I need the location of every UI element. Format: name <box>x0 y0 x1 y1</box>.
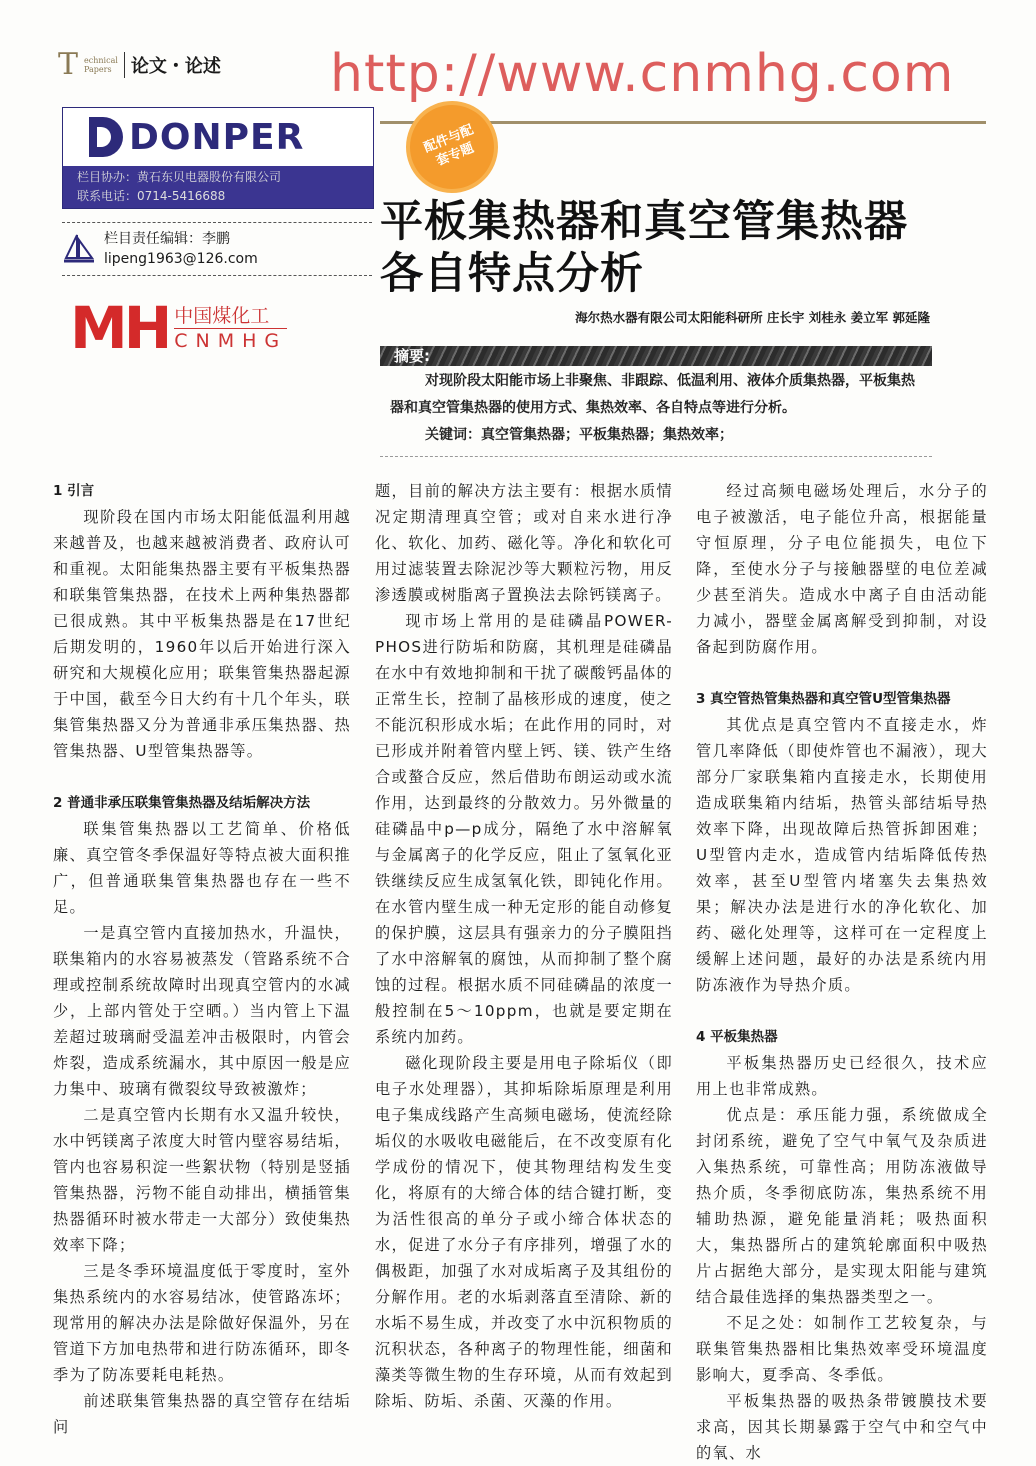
column-2 <box>375 478 673 1414</box>
authors: 海尔热水器有限公司太阳能科研所 庄长宇 刘桂永 姜立军 郭延隆 <box>575 310 930 325</box>
topic-badge <box>397 92 506 201</box>
journal-logo-small <box>84 56 118 74</box>
paragraph: 其优点是真空管内不直接走水，炸管几率降低（即使炸管也不漏液），现大部分厂家联集箱内直接走水，长期使用造成联集箱内结垢，热管头部结垢导热效率下降，出现故障后热管拆卸困难；U型管内走水，造成管内结垢降低传热效率，甚至U型管内堵塞失去集热效果；解决办法是进行水的净化软化、加药、磁化处理等，这样可在一定程度上缓解上述问题，最好的办法是系统内用防冻液作为导热介质。 <box>696 716 988 994</box>
keywords: 关键词：真空管集热器；平板集热器；集热效率； <box>425 427 733 443</box>
paragraph: 优点是：承压能力强，系统做成全封闭系统，避免了空气中氧气及杂质进入集热系统，可靠性高；用防冻液做导热介质，冬季彻底防冻，集热系统不用辅助热源，避免能量消耗；吸热面积大，集热器所占的建筑轮廓面积中吸热片占据绝大部分，是实现太阳能与建筑结合最佳选择的集热器类型之一。 <box>696 1106 988 1306</box>
sponsor-info <box>63 166 373 208</box>
logo-small-1: echnical <box>84 56 118 65</box>
paragraph: 题，目前的解决方法主要有：根据水质情况定期清理真空管；或对自来水进行净化、软化、加药、磁化等。净化和软化可用过滤装置去除泥沙等大颗粒污物，用反渗透膜或树脂离子置换法去除钙镁离子。 <box>375 482 673 604</box>
column-3 <box>696 478 988 1466</box>
paragraph: 二是真空管内长期有水又温升较快，水中钙镁离子浓度大时管内壁容易结垢，管内也容易积淀一些絮状物（特别是竖插管集热器，污物不能自动排出，横插管集热器循环时被水带走一大部分）致使集热效率下降； <box>53 1106 351 1254</box>
title-line-1: 平板集热器和真空管集热器 <box>380 197 908 247</box>
cnmhg-cn: 中国煤化工 <box>174 304 287 329</box>
cnmhg-en: CNMHG <box>174 329 288 352</box>
column-1 <box>53 478 351 1440</box>
paragraph: 三是冬季环境温度低于零度时，室外集热系统内的水容易结冰，使管路冻坏；现常用的解决办法是除做好保温外，另在管道下方加电热带和进行防冻循环，即冬季为了防冻要耗电耗热。 <box>53 1262 351 1384</box>
cnmhg-watermark-logo <box>70 294 288 362</box>
paragraph: 不足之处：如制作工艺较复杂，与联集管集热器相比集热效率受环境温度影响大，夏季高、冬季低。 <box>696 1314 988 1384</box>
paragraph: 前述联集管集热器的真空管存在结垢问 <box>53 1392 351 1436</box>
editor-name: 栏目责任编辑：李鹏 <box>104 231 230 247</box>
cnmhg-mark: MH <box>70 294 169 362</box>
donper-d-icon <box>89 117 123 157</box>
paragraph: 平板集热器的吸热条带镀膜技术要求高，因其长期暴露于空气中和空气中的氧、水 <box>696 1392 988 1462</box>
paragraph: 现阶段在国内市场太阳能低温利用越来越普及，也越来越被消费者、政府认可和重视。太阳能集热器主要有平板集热器和联集管集热器，在技术上两种集热器都已很成熟。其中平板集热器是在17世纪后期发明的，1960年以后开始进行深入研究和大规模化应用；联集管集热器起源于中国，截至今日大约有十几个年头，联集管集热器又分为普通非承压集热器、热管集热器、U型管集热器等。 <box>53 508 351 760</box>
sailboat-icon <box>62 232 96 266</box>
editor-box <box>62 222 372 276</box>
section-label: 论文・论述 <box>124 52 221 78</box>
paragraph: 平板集热器历史已经很久，技术应用上也非常成熟。 <box>696 1054 988 1098</box>
article-title <box>380 196 908 300</box>
section-heading: 3 真空管热管集热器和真空管U型管集热器 <box>696 691 951 707</box>
abstract-divider <box>380 456 932 457</box>
logo-small-2: Papers <box>84 65 112 74</box>
journal-header <box>58 47 221 82</box>
sponsor-phone: 联系电话：0714-5416688 <box>77 189 226 203</box>
abstract <box>390 368 925 449</box>
paragraph: 磁化现阶段主要是用电子除垢仪（即电子水处理器），其抑垢除垢原理是利用电子集成线路产生高频电磁场，使流经除垢仪的水吸收电磁能后，在不改变原有化学成份的情况下，使其物理结构发生变化，将原有的大缔合体的结合键打断，变为活性很高的单分子或小缔合体状态的水，促进了水分子有序排列，增强了水的偶极距，加强了水对成垢离子及其组份的分解作用。老的水垢剥落直至清除、新的水垢不易生成，并改变了水中沉积物质的沉积状态，各种离子的物理性能，细菌和藻类等微生物的生存环境，从而有效起到除垢、防垢、杀菌、灭藻的作用。 <box>375 1054 673 1410</box>
journal-logo-letter: T <box>58 47 79 82</box>
donper-logo <box>63 108 373 166</box>
section-heading: 2 普通非承压联集管集热器及结垢解决方法 <box>53 795 311 811</box>
url-watermark: http://www.cnmhg.com <box>330 44 955 104</box>
badge-text: 配件与配套专题 <box>421 122 477 170</box>
abstract-bar <box>380 346 932 366</box>
sponsor-box <box>62 107 374 209</box>
paragraph: 现市场上常用的是硅磷晶POWER-PHOS进行防垢和防腐，其机理是硅磷晶在水中有效地抑制和干扰了碳酸钙晶体的正常生长，控制了晶核形成的速度，使之不能沉积形成水垢；在此作用的同时，对已形成并附着管内壁上钙、镁、铁产生络合或螯合反应，然后借助布朗运动或水流作用，达到最终的分散效力。另外微量的硅磷晶中p—p成分，隔绝了水中溶解氧与金属离子的化学反应，阻止了氢氧化亚铁继续反应生成氢氧化铁，即钝化作用。在水管内壁生成一种无定形的能自动修复的保护膜，这层具有强亲力的分子膜阻挡了水中溶解氧的腐蚀，从而抑制了整个腐蚀的过程。根据水质不同硅磷晶的浓度一般控制在5～10ppm，也就是要定期在系统内加药。 <box>375 612 673 1046</box>
paragraph: 联集管集热器以工艺简单、价格低廉、真空管冬季保温好等特点被大面积推广，但普通联集管集热器也存在一些不足。 <box>53 820 351 916</box>
paragraph: 经过高频电磁场处理后，水分子的电子被激活，电子能位升高，根据能量守恒原理，分子电位能损失，电位下降，至使水分子与接触器壁的电位差减少甚至消失。造成水中离子自由活动能力减小，器壁金属离解受到抑制，对设备起到防腐作用。 <box>696 482 988 656</box>
editor-email: lipeng1963@126.com <box>104 251 258 267</box>
section-heading: 4 平板集热器 <box>696 1029 778 1045</box>
sponsor-line: 栏目协办：黄石东贝电器股份有限公司 <box>77 170 282 184</box>
paragraph: 一是真空管内直接加热水，升温快，联集箱内的水容易被蒸发（管路系统不合理或控制系统故障时出现真空管内的水减少，上部内管处于空晒。）当内管上下温差超过玻璃耐受温差冲击极限时，内管会炸裂，造成系统漏水，其中原因一般是应力集中、玻璃有微裂纹导致被激炸； <box>53 924 351 1098</box>
abstract-text: 对现阶段太阳能市场上非聚焦、非跟踪、低温利用、液体介质集热器，平板集热器和真空管集热器的使用方式、集热效率、各自特点等进行分析。 <box>390 373 915 416</box>
brand-name: DONPER <box>129 116 305 158</box>
abstract-label: 摘要: <box>394 347 430 365</box>
section-heading: 1 引言 <box>53 483 95 499</box>
title-line-2: 各自特点分析 <box>380 249 644 299</box>
